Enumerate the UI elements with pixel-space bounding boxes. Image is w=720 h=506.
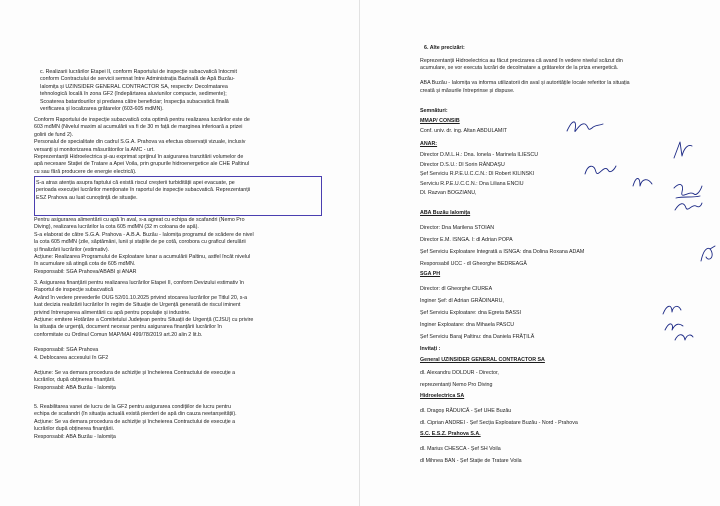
signature-iliescu [670,138,696,162]
uzinsider-people: dl. Alexandru DOLDUR - Director, reprezentanți Nemo Pro Diving [420,370,499,388]
item-5-valve: 5. Reabilitarea vanei de lucru de la GF2 pentru asigurarea condițiilor de lucru pentru echipa de scafandri (în situația actuală există pierderi de apă din cauza neetanșeității). Acțiune: Se va demara procedura de achiziție și încheierea Contractului de execuție a lucrărilor după obținerea finanțării. Responsabil: ABA Buzău - Ialomița [34,404,237,440]
anar-label: ANAR: [420,141,438,147]
sga-people: Director: dl Gheorghe CIUREA Inginer Șef: dl Adrian GRĂDINARU, Șef Serviciu Exploatare: dna Egreta BASSI Inginer Exploatare: dna Mihaela PASCU Șef Serviciu Baraj Paltinu: dna Daniela FRĂȚILĂ [420,286,535,340]
signature-randasu [582,160,618,180]
signature-fratila [672,330,696,346]
hidroelectrica-people: dl. Dragoș RĂDUICĂ - Șef UHE Buzău dl. Ciprian ANDREI - Șef Secția Exploatare Buzău - Nord - Prahova [420,408,578,426]
hidroelectrica-label: Hidroelectrica SA [420,393,465,399]
item-3-financing: 3. Asigurarea finanțării pentru realizarea lucrărilor Etapei II, conform Devizului estimativ în Raportul de inspecție subacvatică Având în vedere prevederile OUG 52/01.10.2025 privind stocarea lucrărilor pe Titlul 20, s-a luat decizia realizării lucrărilor în regim de Situație de Urgență generată de riscul iminent privind întreruperea alimentării cu apă pentru populație și industrie. Acțiune: emitere Hotărâre a Comitetului Județean pentru Situații de Urgență (CJSU) cu privire la situația de urgență, document necesar pentru asigurarea finanțării lucrărilor în conformitate cu Ordinul Comun MAP/MAI 499/78/2019 art.20 alin 2 lit.b. Responsabil: SGA Prahova [34,280,254,353]
signature-abdulamit [565,116,605,138]
supply-paragraph: Pentru asigurarea alimentării cu apă în aval, s-a agreat cu echipa de scafandri (Nemo Pro Diving), realizarea lucrărilor la cota 605 mdMN (32 m coloana de apă). S-a elaborat de către S.G.A. Prahova - A.B.A. Buzău - Ialomița programul de scădere de nivel la cota 605 mdMN (zile, săptămâni, lunii și stațiile de pe cotă, corobora cu graficul derulării și finalizării lucrărilor (estimativ). Acțiune: Realizarea Programului de Exploatare lunar a acumulării Paltinu, astfel încât nivelul în acumulare să atingă cota de 605 mdMN. Responsabil: SGA Prahova/ABABI și ANAR [34,217,254,275]
signature-bogzianu [672,198,704,216]
signature-kilinski [630,174,656,192]
right-page [360,0,720,506]
esz-label: S.C. E.S.Z. Prahova S.A. [420,431,481,437]
signature-bassi [660,300,684,320]
invitati-label: Invitați : [420,346,441,352]
mmap-person: Conf. univ. dr. ing. Altan ABDULAMIT [420,128,508,134]
item-4-access: 4. Deblocarea accesului în GF2 Acțiune: Se va demara procedura de achiziție și încheierea Contractului de execuție a lucrărilor, după obținerea finanțării. Responsabil: ABA Buzău - Ialomița [34,355,236,391]
section-6-title: 6. Alte precizări: [424,45,465,51]
signatures-label: Semnături: [420,108,448,114]
highlighted-text: S-a atras atenția asupra faptului că există riscul creșterii turbidității apei evacuate, pe perioada execuției lucrărilor menționate în raportul de inspecție subacvatică. Reprezentanții ESZ Prahova au luat cunoștință de situație. [36,180,251,201]
anar-people: Director D.M.L.H.: Dna. Ionela - Marinela ILIESCU Director D.S.U.: Dl Sorin RÂNDAȘU Șef Serviciu R.P.E.U.C.C.N.: Dl Robert KILINSKI Serviciu R.P.E.U.C.C.N.: Dna Liliana ENCIU Dl. Razvan BOGZIANU, [420,152,539,197]
highlighted-box [34,176,322,216]
uzinsider-label: General UZINSIDER GENERAL CONTRACTOR SA [420,357,545,363]
esz-people: dl. Marius CHESCA - Șef SH Voila dl Mihnea BAN - Șef Stație de Tratare Voila [420,446,522,464]
sga-label: SGA PH [420,271,441,277]
aba-people: Director: Dna Marilena STOIAN Director E.M. ISNGA. I: dl Adrian POPA Șef Serviciu Exploatare Integrată a ISNGA: dna Dolina Roxana ADAM Responsabil UCC - dl Gheorghe BEDREAGĂ [420,225,585,267]
signature-adam [698,243,718,265]
mmap-label: MMAP/ CONSIB [420,118,460,124]
aba-label: ABA Buzău Ialomița [420,210,471,216]
section-6-text: Reprezentanții Hidroelectrica au făcut precizarea că avand în vedere nivelul scăzut din acumulare, se vor executa lucrări de decolmatare a grătarelor de la priza energetică. ABA Buzău - Ialomița va informa utilizatorii din aval și autoritățile locale referitor la situația creată și măsurile întreprinse și dispuse. [420,58,630,94]
conform-paragraph: Conform Raportului de inspecție subacvatică cota optimă pentru realizarea lucrărilor este de 603 mdMN (Nivelul maxim al acumulării va fi de 30 m față de marginea inferioară a prizei golirii de fund 2). Personalul de specialitate din cadrul S.G.A. Prahova va efectua observații vizuale, inclusiv versanți și monitorizarea măsurătorilor la AMC - urt. Reprezentanții Hidroelectrica și-au exprimat sprijinul în asigurarea tranzitării volumelor de apă necesare Stației de Tratare a Apei Voila, prin grupurile hidroenergetice ale CHE Paltinul cu sau fără producere de energie electrică). [34,117,250,175]
item-c-paragraph: c. Realizarii lucrărilor Etapei II, conform Raportului de inspecție subacvatică întocmit conform Contractului de servicii semnat între Administrația Bazinală de Apă Buzău- Ialomița și UZINSIDER GENERAL CONTRACTOR SA, respectiv: Decolmatarea tehnologică locală în zona GF2 (îndepărtarea aluviunilor compacte, sedimente); Scoaterea batardourilor și predarea către beneficiar; Inspecția subacvatică finală verificarea și localizarea grătarelor (603-605 mdMN). [40,69,237,113]
